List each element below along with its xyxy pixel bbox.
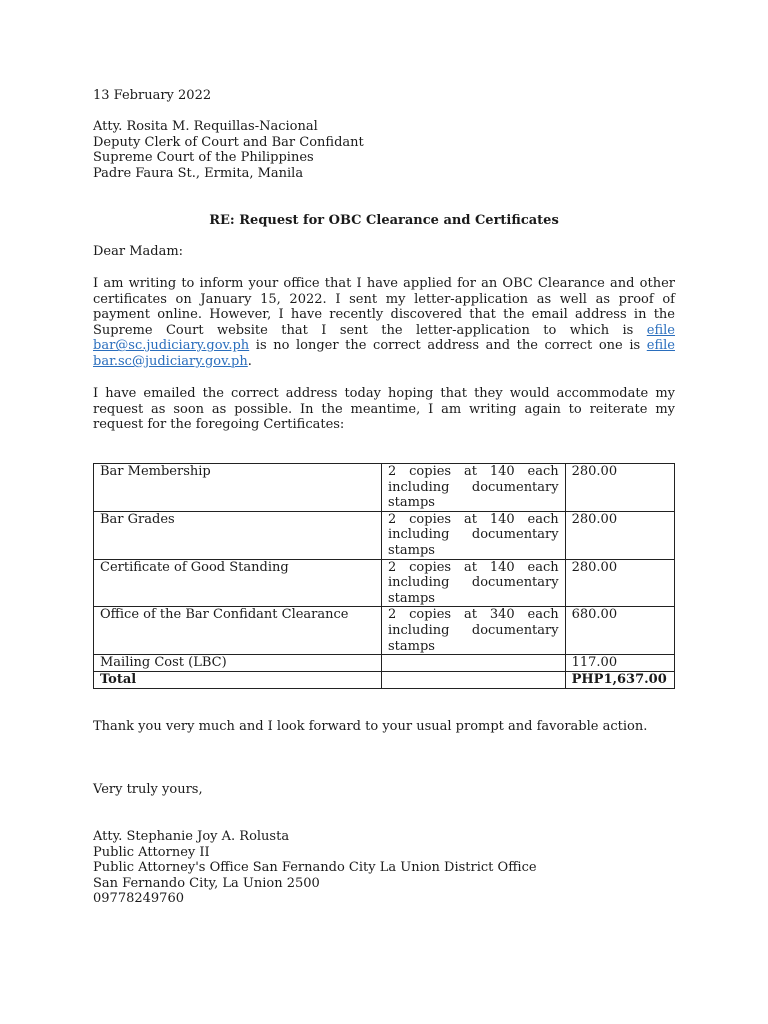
description-cell — [381, 655, 565, 672]
table-row — [94, 607, 675, 655]
amount-cell: 117.00 — [565, 655, 674, 672]
description-cell: 2 copies at 140 each including documentary stamps — [381, 511, 565, 559]
table-row — [94, 511, 675, 559]
paragraph-1-text-before: I am writing to inform your office that I have applied for an OBC Clearance and other certificates on January 15, 2022. I sent my letter-application as well as proof of payment online. However, I have recently discovered that the email address in the Supreme Court website that I sent the letter-application to which is — [93, 276, 675, 338]
signatory-office: Public Attorney's Office San Fernando City La Union District Office — [93, 860, 537, 875]
signatory-name: Atty. Stephanie Joy A. Rolusta — [93, 829, 290, 844]
amount-cell: 280.00 — [565, 464, 674, 512]
total-empty-cell — [381, 672, 565, 689]
table-row — [94, 655, 675, 672]
table-row — [94, 464, 675, 512]
complimentary-close: Very truly yours, — [93, 782, 203, 797]
table-row — [94, 559, 675, 607]
signatory-phone: 09778249760 — [93, 891, 184, 906]
paragraph-2: I have emailed the correct address today hoping that they would accommodate my request as soon as possible. In the meantime, I am writing again to reiterate my request for the foregoing Certificates: — [93, 386, 675, 433]
amount-cell: 280.00 — [565, 511, 674, 559]
letter-page — [93, 0, 675, 1024]
addressee-title: Deputy Clerk of Court and Bar Confidant — [93, 135, 364, 150]
description-cell: 2 copies at 140 each including documentary stamps — [381, 464, 565, 512]
addressee-office: Supreme Court of the Philippines — [93, 150, 314, 165]
fees-table — [93, 463, 675, 689]
description-cell: 2 copies at 140 each including documentary stamps — [381, 559, 565, 607]
closing-paragraph: Thank you very much and I look forward to your usual prompt and favorable action. — [93, 719, 648, 734]
item-cell: Bar Membership — [94, 464, 382, 512]
correct-email-link[interactable]: efile bar.sc@judiciary.gov.ph — [93, 338, 675, 369]
amount-cell: 280.00 — [565, 559, 674, 607]
table-total-row — [94, 672, 675, 689]
addressee-name: Atty. Rosita M. Requillas-Nacional — [93, 119, 318, 134]
item-cell: Certificate of Good Standing — [94, 559, 382, 607]
signatory-position: Public Attorney II — [93, 845, 210, 860]
signatory-address: San Fernando City, La Union 2500 — [93, 876, 320, 891]
salutation: Dear Madam: — [93, 244, 184, 259]
paragraph-1-text-end: . — [247, 353, 252, 369]
item-cell: Office of the Bar Confidant Clearance — [94, 607, 382, 655]
total-label-cell: Total — [94, 672, 382, 689]
total-amount-cell: PHP1,637.00 — [565, 672, 674, 689]
wrong-email-link[interactable]: efile bar@sc.judiciary.gov.ph — [93, 322, 675, 354]
description-cell: 2 copies at 340 each including documentary stamps — [381, 607, 565, 655]
paragraph-1 — [93, 276, 675, 370]
addressee-address: Padre Faura St., Ermita, Manila — [93, 166, 304, 181]
amount-cell: 680.00 — [565, 607, 674, 655]
item-cell: Mailing Cost (LBC) — [94, 655, 382, 672]
item-cell: Bar Grades — [94, 511, 382, 559]
letter-subject: RE: Request for OBC Clearance and Certificates — [209, 213, 559, 228]
letter-date: 13 February 2022 — [93, 88, 212, 103]
paragraph-1-text-middle: is no longer the correct address and the correct one is — [255, 338, 641, 354]
